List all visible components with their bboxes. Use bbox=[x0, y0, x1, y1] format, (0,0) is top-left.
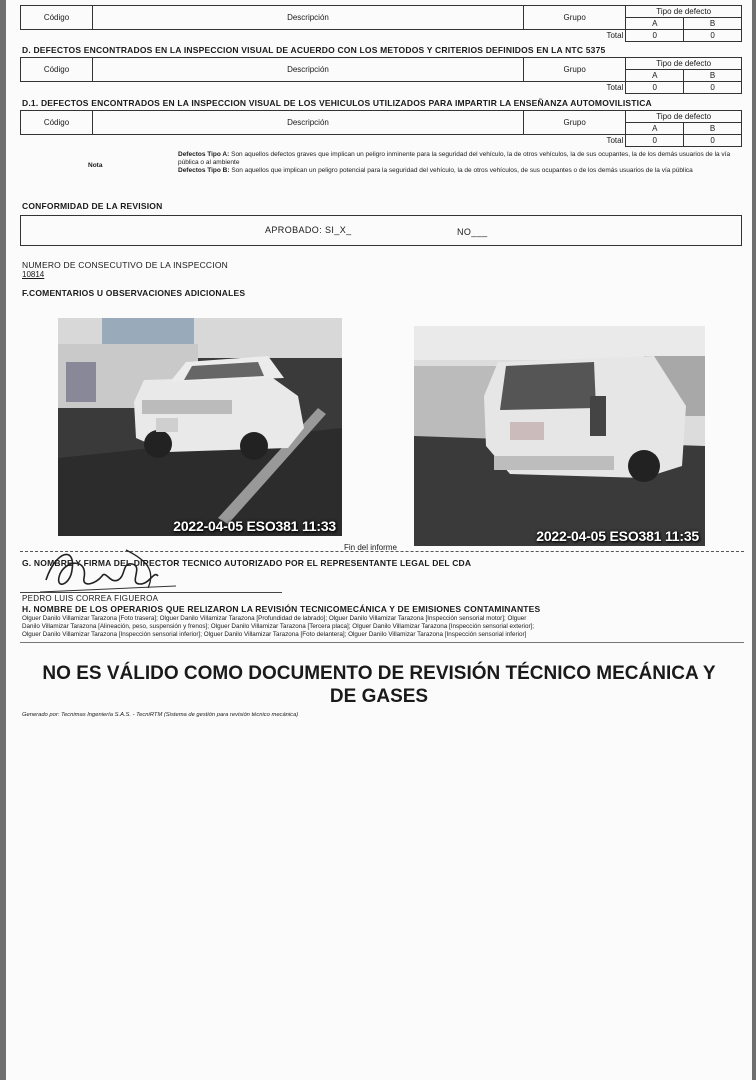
col-b: B bbox=[684, 18, 742, 30]
divider-line bbox=[20, 642, 744, 643]
tipo-b-text: Son aquellos que implican un peligro potencial para la seguridad del vehículo, la de otros vehículos, de sus ocupantes o de los demás usuarios de la vía pública bbox=[231, 167, 693, 174]
col-tipo: Tipo de defecto bbox=[626, 58, 742, 70]
col-a: A bbox=[626, 70, 684, 82]
consecutivo-value: 10814 bbox=[22, 270, 45, 279]
col-grupo: Grupo bbox=[523, 58, 625, 82]
operarios-line: Danilo Villamizar Tarazona [Alineación, peso, suspensión y frenos]; Olguer Danilo Villamizar Tarazona [Tercera placa]; Olguer Danilo Villamizar Tarazona [Inspección sensorial exterior]; bbox=[22, 623, 535, 630]
section-h-title: H. NOMBRE DE LOS OPERARIOS QUE RELIZARON LA REVISIÓN TECNICOMECÁNICA Y DE EMISIONES CONTAMINANTES bbox=[22, 604, 541, 614]
total-label: Total bbox=[606, 82, 624, 92]
tipo-a-text: Son aquellos defectos graves que implican un peligro inminente para la seguridad del vehículo, la de otros vehículos, la de sus ocupantes, la de los demás usuarios de la vía pública o al ambiente bbox=[178, 151, 731, 166]
operarios-line: Olguer Danilo Villamizar Tarazona [Inspección sensorial inferior]; Olguer Danilo Villamizar Tarazona [Foto delantera]; Olguer Danilo Villamizar Tarazona [Inspección sensorial inferior] bbox=[22, 631, 527, 638]
total-label: Total bbox=[606, 30, 624, 40]
total-label: Total bbox=[606, 135, 624, 145]
total-a: 0 bbox=[626, 30, 684, 42]
col-b: B bbox=[684, 70, 742, 82]
total-b: 0 bbox=[684, 82, 742, 94]
col-codigo: Código bbox=[21, 58, 93, 82]
footer-generated: Generado por: Tecnimas Ingeniería S.A.S. - TecniRTM (Sistema de gestión para revisión técnico mecánica) bbox=[22, 712, 299, 718]
warning-line: DE GASES bbox=[329, 686, 429, 707]
total-b: 0 bbox=[684, 30, 742, 42]
conformidad-title: CONFORMIDAD DE LA REVISION bbox=[22, 201, 163, 211]
section-g-title: G. NOMBRE Y FIRMA DEL DIRECTOR TECNICO AUTORIZADO POR EL REPRESENTANTE LEGAL DEL CDA bbox=[22, 558, 472, 568]
defects-table-c bbox=[20, 5, 742, 42]
signature-icon bbox=[36, 540, 186, 598]
conformidad-box bbox=[20, 215, 742, 246]
col-a: A bbox=[626, 123, 684, 135]
section-d-title: D. DEFECTOS ENCONTRADOS EN LA INSPECCION VISUAL DE ACUERDO CON LOS METODOS Y CRITERIOS DEFINIDOS EN LA NTC 5375 bbox=[22, 45, 606, 55]
signature-line bbox=[20, 592, 282, 593]
col-codigo: Código bbox=[21, 111, 93, 135]
nota-label: Nota bbox=[88, 162, 103, 169]
director-name: PEDRO LUIS CORREA FIGUEROA bbox=[22, 594, 159, 603]
total-a: 0 bbox=[626, 135, 684, 147]
col-a: A bbox=[626, 18, 684, 30]
document-page bbox=[6, 0, 752, 1080]
operarios-list bbox=[22, 615, 746, 639]
col-b: B bbox=[684, 123, 742, 135]
defects-table-d bbox=[20, 57, 742, 94]
vehicle-rear-photo bbox=[414, 326, 705, 546]
vehicle-front-icon bbox=[58, 318, 342, 536]
defects-table-d1 bbox=[20, 110, 742, 147]
operarios-line: Olguer Danilo Villamizar Tarazona [Foto trasera]; Olguer Danilo Villamizar Tarazona [Profundidad de labrado]; Olguer Danilo Villamizar Tarazona [Inspección sensorial motor]; Olguer bbox=[22, 615, 527, 622]
left-photo-stamp: 2022-04-05 ESO381 11:33 bbox=[173, 518, 336, 534]
fin-informe: Fin del informe bbox=[344, 543, 397, 552]
no-value: NO___ bbox=[457, 227, 488, 237]
col-descripcion: Descripción bbox=[92, 58, 523, 82]
nota-text bbox=[178, 151, 744, 175]
section-d1-title: D.1. DEFECTOS ENCONTRADOS EN LA INSPECCION VISUAL DE LOS VEHICULOS UTILIZADOS PARA IMPARTIR LA ENSEÑANZA AUTOMOVILISTICA bbox=[22, 98, 652, 108]
tipo-a-label: Defectos Tipo A: bbox=[178, 151, 230, 158]
col-grupo: Grupo bbox=[523, 111, 625, 135]
aprobado-value: APROBADO: SI_X_ bbox=[265, 225, 352, 235]
col-descripcion: Descripción bbox=[92, 111, 523, 135]
col-tipo: Tipo de defecto bbox=[626, 111, 742, 123]
col-codigo: Código bbox=[21, 6, 93, 30]
tipo-b-label: Defectos Tipo B: bbox=[178, 167, 230, 174]
col-tipo: Tipo de defecto bbox=[626, 6, 742, 18]
comentarios-title: F.COMENTARIOS U OBSERVACIONES ADICIONALES bbox=[22, 288, 246, 298]
vehicle-rear-icon bbox=[414, 326, 705, 546]
col-descripcion: Descripción bbox=[92, 6, 523, 30]
invalid-document-warning bbox=[6, 662, 752, 708]
right-photo-stamp: 2022-04-05 ESO381 11:35 bbox=[536, 528, 699, 544]
vehicle-front-photo bbox=[58, 318, 342, 536]
total-b: 0 bbox=[684, 135, 742, 147]
consecutivo-title: NUMERO DE CONSECUTIVO DE LA INSPECCION bbox=[22, 260, 228, 270]
total-a: 0 bbox=[626, 82, 684, 94]
col-grupo: Grupo bbox=[523, 6, 625, 30]
warning-line: NO ES VÁLIDO COMO DOCUMENTO DE REVISIÓN TÉCNICO MECÁNICA Y bbox=[42, 663, 716, 684]
